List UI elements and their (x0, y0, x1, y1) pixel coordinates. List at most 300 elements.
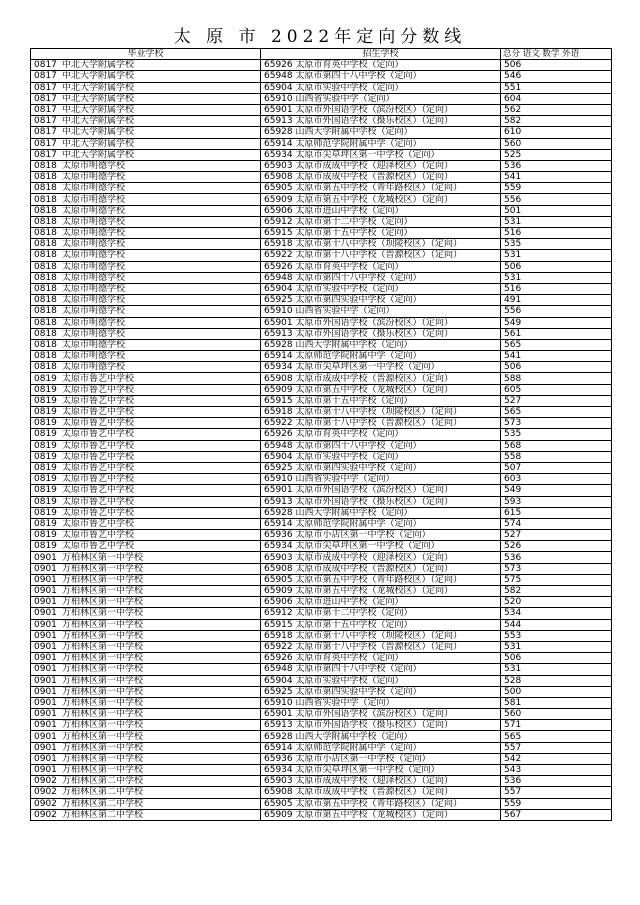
admission-school-cell (261, 619, 501, 630)
score-cell: 588 (501, 373, 612, 384)
table-row (31, 518, 612, 529)
score-cell: 500 (501, 686, 612, 697)
graduate-school-name: 太原市明德学校 (62, 216, 126, 227)
admission-school-name: 太原市第四十八中学校（定向） (295, 440, 422, 451)
graduate-school-name: 万柏林区第一中学校 (62, 753, 144, 764)
graduate-school-code: 0901 (34, 731, 57, 742)
graduate-school-cell (31, 283, 261, 294)
table-body (31, 60, 612, 821)
admission-school-code: 65934 (264, 765, 293, 776)
graduate-school-name: 太原市鲁艺中学校 (62, 373, 135, 384)
admission-school-code: 65928 (264, 339, 293, 350)
score-cell: 507 (501, 462, 612, 473)
admission-school-code: 65936 (264, 753, 293, 764)
graduate-school-code: 0818 (34, 328, 57, 339)
score-cell: 549 (501, 485, 612, 496)
graduate-school-code: 0818 (34, 205, 57, 216)
score-cell: 549 (501, 317, 612, 328)
admission-school-name: 太原市第四实验中学校（定向） (295, 295, 422, 306)
graduate-school-code: 0819 (34, 384, 57, 395)
score-cell: 516 (501, 228, 612, 239)
admission-school-cell (261, 753, 501, 764)
admission-school-name: 山西省实验中学（定向） (295, 306, 395, 317)
score-cell: 546 (501, 71, 612, 82)
graduate-school-code: 0819 (34, 418, 57, 429)
graduate-school-code: 0901 (34, 742, 57, 753)
graduate-school-code: 0818 (34, 317, 57, 328)
score-cell: 573 (501, 563, 612, 574)
graduate-school-code: 0901 (34, 574, 57, 585)
graduate-school-code: 0817 (34, 127, 57, 138)
admission-school-code: 65948 (264, 272, 293, 283)
table-row (31, 787, 612, 798)
graduate-school-code: 0901 (34, 686, 57, 697)
admission-school-code: 65914 (264, 351, 293, 362)
graduate-school-name: 万柏林区第二中学校 (62, 776, 144, 787)
score-cell: 581 (501, 697, 612, 708)
table-row (31, 71, 612, 82)
table-row (31, 216, 612, 227)
table-row (31, 485, 612, 496)
table-row (31, 462, 612, 473)
graduate-school-cell (31, 630, 261, 641)
admission-school-cell (261, 160, 501, 171)
table-row (31, 60, 612, 71)
table-row (31, 630, 612, 641)
admission-school-cell (261, 776, 501, 787)
graduate-school-cell (31, 104, 261, 115)
admission-school-name: 太原市第十五中学校（定向） (295, 228, 413, 239)
admission-school-code: 65948 (264, 71, 293, 82)
admission-school-code: 65928 (264, 731, 293, 742)
admission-school-code: 65925 (264, 295, 293, 306)
score-cell: 556 (501, 194, 612, 205)
admission-school-code: 65909 (264, 586, 293, 597)
graduate-school-cell (31, 172, 261, 183)
graduate-school-name: 太原市鲁艺中学校 (62, 518, 135, 529)
admission-school-code: 65913 (264, 496, 293, 507)
graduate-school-cell (31, 272, 261, 283)
graduate-school-name: 太原市明德学校 (62, 339, 126, 350)
admission-school-name: 太原市第五中学校（龙城校区）（定向） (295, 194, 454, 205)
graduate-school-name: 太原市明德学校 (62, 362, 126, 373)
admission-school-name: 太原市第十八中学校（晋源校区）（定向） (295, 642, 463, 653)
graduate-school-name: 万柏林区第一中学校 (62, 574, 144, 585)
graduate-school-cell (31, 183, 261, 194)
admission-school-code: 65905 (264, 183, 293, 194)
score-cell: 525 (501, 149, 612, 160)
table-row (31, 798, 612, 809)
admission-school-name: 太原市第五中学校（青年路校区）（定向） (295, 798, 463, 809)
score-cell: 561 (501, 328, 612, 339)
graduate-school-cell (31, 127, 261, 138)
admission-school-cell (261, 283, 501, 294)
admission-school-cell (261, 362, 501, 373)
admission-school-name: 太原市成成中学校（迎泽校区）（定向） (295, 776, 454, 787)
graduate-school-name: 万柏林区第一中学校 (62, 597, 144, 608)
admission-school-code: 65909 (264, 194, 293, 205)
admission-school-cell (261, 496, 501, 507)
table-row (31, 608, 612, 619)
graduate-school-code: 0818 (34, 172, 57, 183)
score-cell: 557 (501, 787, 612, 798)
score-cell: 528 (501, 675, 612, 686)
graduate-school-name: 太原市明德学校 (62, 328, 126, 339)
admission-school-code: 65915 (264, 228, 293, 239)
graduate-school-name: 中北大学附属学校 (62, 82, 135, 93)
graduate-school-cell (31, 149, 261, 160)
admission-school-name: 太原市尖草坪区第一中学校（定向） (295, 149, 440, 160)
admission-school-cell (261, 630, 501, 641)
graduate-school-name: 万柏林区第一中学校 (62, 709, 144, 720)
graduate-school-name: 太原市明德学校 (62, 261, 126, 272)
admission-school-cell (261, 686, 501, 697)
score-cell: 531 (501, 664, 612, 675)
admission-school-cell (261, 653, 501, 664)
table-row (31, 373, 612, 384)
admission-school-name: 太原市育英中学校（定向） (295, 60, 404, 71)
admission-school-cell (261, 384, 501, 395)
admission-school-name: 太原市第四实验中学校（定向） (295, 686, 422, 697)
graduate-school-cell (31, 597, 261, 608)
graduate-school-name: 太原市明德学校 (62, 306, 126, 317)
graduate-school-cell (31, 541, 261, 552)
score-cell: 543 (501, 765, 612, 776)
graduate-school-name: 太原市鲁艺中学校 (62, 485, 135, 496)
graduate-school-code: 0901 (34, 675, 57, 686)
admission-school-cell (261, 339, 501, 350)
admission-school-code: 65908 (264, 563, 293, 574)
graduate-school-code: 0901 (34, 697, 57, 708)
graduate-school-cell (31, 395, 261, 406)
admission-school-cell (261, 798, 501, 809)
table-row (31, 586, 612, 597)
admission-school-name: 太原市第十五中学校（定向） (295, 619, 413, 630)
admission-school-name: 太原市育英中学校（定向） (295, 261, 404, 272)
table-row (31, 507, 612, 518)
graduate-school-code: 0901 (34, 552, 57, 563)
graduate-school-name: 太原市明德学校 (62, 351, 126, 362)
graduate-school-name: 太原市鲁艺中学校 (62, 440, 135, 451)
graduate-school-cell (31, 351, 261, 362)
admission-school-code: 65918 (264, 239, 293, 250)
admission-school-cell (261, 82, 501, 93)
graduate-school-name: 太原市鲁艺中学校 (62, 496, 135, 507)
admission-school-name: 山西大学附属中学校（定向） (295, 339, 413, 350)
admission-school-cell (261, 172, 501, 183)
graduate-school-name: 太原市明德学校 (62, 183, 126, 194)
score-cell: 604 (501, 93, 612, 104)
admission-school-name: 太原市第五中学校（龙城校区）（定向） (295, 586, 454, 597)
graduate-school-code: 0817 (34, 138, 57, 149)
admission-school-code: 65901 (264, 709, 293, 720)
table-row (31, 809, 612, 820)
graduate-school-code: 0819 (34, 485, 57, 496)
graduate-school-name: 万柏林区第一中学校 (62, 697, 144, 708)
graduate-school-cell (31, 306, 261, 317)
admission-school-name: 太原市外国语学校（摄乐校区）（定向） (295, 496, 454, 507)
graduate-school-name: 太原市明德学校 (62, 272, 126, 283)
score-cell: 567 (501, 809, 612, 820)
graduate-school-cell (31, 731, 261, 742)
graduate-school-cell (31, 295, 261, 306)
score-cell: 603 (501, 474, 612, 485)
admission-school-cell (261, 552, 501, 563)
graduate-school-name: 中北大学附属学校 (62, 93, 135, 104)
score-cell: 562 (501, 104, 612, 115)
admission-school-name: 太原市第五中学校（龙城校区）（定向） (295, 384, 454, 395)
admission-school-cell (261, 138, 501, 149)
admission-school-code: 65913 (264, 720, 293, 731)
admission-school-cell (261, 507, 501, 518)
graduate-school-code: 0817 (34, 71, 57, 82)
graduate-school-name: 中北大学附属学校 (62, 105, 135, 116)
admission-school-cell (261, 440, 501, 451)
admission-school-name: 太原市小店区第一中学校（定向） (295, 753, 431, 764)
graduate-school-name: 太原市鲁艺中学校 (62, 384, 135, 395)
graduate-school-code: 0819 (34, 474, 57, 485)
admission-school-name: 山西省实验中学（定向） (295, 697, 395, 708)
admission-school-cell (261, 295, 501, 306)
admission-school-name: 山西大学附属中学校（定向） (295, 127, 413, 138)
table-row (31, 228, 612, 239)
admission-school-code: 65928 (264, 507, 293, 518)
admission-school-name: 太原市第四实验中学校（定向） (295, 463, 422, 474)
admission-school-code: 65910 (264, 306, 293, 317)
table-row (31, 239, 612, 250)
graduate-school-cell (31, 619, 261, 630)
admission-school-code: 65936 (264, 530, 293, 541)
admission-school-cell (261, 250, 501, 261)
table-row (31, 418, 612, 429)
admission-school-name: 太原市育英中学校（定向） (295, 653, 404, 664)
table-row (31, 530, 612, 541)
graduate-school-name: 太原市鲁艺中学校 (62, 395, 135, 406)
score-cell: 557 (501, 742, 612, 753)
admission-school-code: 65903 (264, 776, 293, 787)
admission-school-cell (261, 675, 501, 686)
table-row (31, 776, 612, 787)
graduate-school-cell (31, 160, 261, 171)
graduate-school-cell (31, 373, 261, 384)
table-row (31, 440, 612, 451)
admission-school-cell (261, 664, 501, 675)
admission-school-cell (261, 462, 501, 473)
admission-school-code: 65901 (264, 105, 293, 116)
admission-school-cell (261, 608, 501, 619)
admission-school-name: 太原市外国语学校（摄乐校区）（定向） (295, 720, 454, 731)
graduate-school-name: 万柏林区第一中学校 (62, 586, 144, 597)
graduate-school-name: 万柏林区第一中学校 (62, 653, 144, 664)
graduate-school-name: 万柏林区第二中学校 (62, 787, 144, 798)
admission-school-name: 太原市成成中学校（晋源校区）（定向） (295, 373, 454, 384)
graduate-school-cell (31, 742, 261, 753)
graduate-school-cell (31, 776, 261, 787)
score-cell: 516 (501, 283, 612, 294)
score-cell: 536 (501, 160, 612, 171)
graduate-school-cell (31, 809, 261, 820)
graduate-school-name: 万柏林区第二中学校 (62, 798, 144, 809)
admission-school-cell (261, 60, 501, 71)
admission-school-name: 太原市第十八中学校（坝陵校区）（定向） (295, 630, 463, 641)
score-cell: 551 (501, 82, 612, 93)
table-row (31, 160, 612, 171)
graduate-school-cell (31, 216, 261, 227)
graduate-school-code: 0818 (34, 194, 57, 205)
admission-school-name: 山西大学附属中学校（定向） (295, 507, 413, 518)
graduate-school-code: 0819 (34, 440, 57, 451)
graduate-school-code: 0901 (34, 630, 57, 641)
admission-school-name: 太原市第五中学校（龙城校区）（定向） (295, 809, 454, 820)
admission-school-code: 65948 (264, 664, 293, 675)
graduate-school-cell (31, 93, 261, 104)
table-row (31, 261, 612, 272)
admission-school-code: 65934 (264, 362, 293, 373)
score-cell: 610 (501, 127, 612, 138)
score-cell: 573 (501, 418, 612, 429)
score-cell: 536 (501, 552, 612, 563)
admission-school-name: 太原市实验中学校（定向） (295, 451, 404, 462)
graduate-school-name: 太原市明德学校 (62, 194, 126, 205)
admission-school-name: 山西省实验中学（定向） (295, 93, 395, 104)
admission-school-cell (261, 194, 501, 205)
admission-school-name: 山西省实验中学（定向） (295, 474, 395, 485)
header-admission-school: 招生学校 (261, 49, 501, 60)
graduate-school-cell (31, 507, 261, 518)
admission-school-code: 65904 (264, 284, 293, 295)
admission-school-name: 太原市成成中学校（迎泽校区）（定向） (295, 160, 454, 171)
graduate-school-cell (31, 429, 261, 440)
table-row (31, 407, 612, 418)
table-row (31, 283, 612, 294)
graduate-school-name: 太原市鲁艺中学校 (62, 451, 135, 462)
score-cell: 527 (501, 530, 612, 541)
admission-school-code: 65922 (264, 250, 293, 261)
graduate-school-cell (31, 653, 261, 664)
table-row (31, 362, 612, 373)
graduate-school-code: 0817 (34, 116, 57, 127)
admission-school-cell (261, 328, 501, 339)
admission-school-code: 65908 (264, 172, 293, 183)
admission-school-cell (261, 474, 501, 485)
table-row (31, 597, 612, 608)
graduate-school-name: 太原市明德学校 (62, 239, 126, 250)
admission-school-name: 太原市成成中学校（晋源校区）（定向） (295, 787, 454, 798)
table-row (31, 82, 612, 93)
table-row (31, 474, 612, 485)
graduate-school-name: 中北大学附属学校 (62, 127, 135, 138)
score-cell: 568 (501, 440, 612, 451)
graduate-school-code: 0819 (34, 530, 57, 541)
score-cell: 534 (501, 608, 612, 619)
score-cell: 506 (501, 261, 612, 272)
graduate-school-cell (31, 709, 261, 720)
table-row (31, 742, 612, 753)
graduate-school-name: 万柏林区第一中学校 (62, 742, 144, 753)
graduate-school-code: 0818 (34, 284, 57, 295)
table-row (31, 686, 612, 697)
score-cell: 541 (501, 351, 612, 362)
admission-school-name: 太原市第十五中学校（定向） (295, 395, 413, 406)
admission-school-name: 太原师范学院附属中学（定向） (295, 742, 422, 753)
admission-school-cell (261, 149, 501, 160)
graduate-school-code: 0818 (34, 160, 57, 171)
graduate-school-name: 太原市明德学校 (62, 250, 126, 261)
admission-school-cell (261, 228, 501, 239)
admission-school-name: 太原师范学院附属中学（定向） (295, 518, 422, 529)
graduate-school-name: 万柏林区第一中学校 (62, 765, 144, 776)
score-cell: 527 (501, 395, 612, 406)
admission-school-name: 太原市成成中学校（迎泽校区）（定向） (295, 552, 454, 563)
admission-school-code: 65903 (264, 552, 293, 563)
admission-school-code: 65934 (264, 149, 293, 160)
admission-school-name: 太原市第五中学校（青年路校区）（定向） (295, 183, 463, 194)
score-cell: 541 (501, 172, 612, 183)
admission-school-cell (261, 530, 501, 541)
graduate-school-code: 0819 (34, 373, 57, 384)
graduate-school-cell (31, 474, 261, 485)
score-cell: 574 (501, 518, 612, 529)
graduate-school-cell (31, 250, 261, 261)
admission-school-code: 65904 (264, 675, 293, 686)
table-row (31, 138, 612, 149)
admission-school-code: 65918 (264, 407, 293, 418)
score-cell: 506 (501, 362, 612, 373)
admission-school-code: 65926 (264, 261, 293, 272)
score-cell: 526 (501, 541, 612, 552)
graduate-school-cell (31, 563, 261, 574)
graduate-school-cell (31, 418, 261, 429)
admission-school-cell (261, 451, 501, 462)
admission-school-code: 65922 (264, 642, 293, 653)
table-row (31, 339, 612, 350)
graduate-school-code: 0817 (34, 93, 57, 104)
graduate-school-name: 太原市鲁艺中学校 (62, 474, 135, 485)
graduate-school-cell (31, 82, 261, 93)
graduate-school-cell (31, 384, 261, 395)
admission-school-name: 太原市第四十八中学校（定向） (295, 272, 422, 283)
admission-school-cell (261, 306, 501, 317)
graduate-school-code: 0818 (34, 272, 57, 283)
table-row (31, 172, 612, 183)
graduate-school-name: 太原市鲁艺中学校 (62, 507, 135, 518)
graduate-school-cell (31, 462, 261, 473)
admission-school-code: 65948 (264, 440, 293, 451)
admission-school-name: 太原师范学院附属中学（定向） (295, 351, 422, 362)
admission-school-name: 太原师范学院附属中学（定向） (295, 138, 422, 149)
graduate-school-cell (31, 518, 261, 529)
graduate-school-code: 0819 (34, 463, 57, 474)
table-row (31, 295, 612, 306)
table-row (31, 496, 612, 507)
graduate-school-code: 0901 (34, 653, 57, 664)
graduate-school-name: 太原市明德学校 (62, 228, 126, 239)
graduate-school-name: 中北大学附属学校 (62, 138, 135, 149)
table-row (31, 116, 612, 127)
score-cell: 544 (501, 619, 612, 630)
graduate-school-code: 0817 (34, 105, 57, 116)
score-cell: 571 (501, 720, 612, 731)
graduate-school-code: 0901 (34, 765, 57, 776)
graduate-school-name: 万柏林区第一中学校 (62, 664, 144, 675)
graduate-school-code: 0901 (34, 720, 57, 731)
graduate-school-name: 万柏林区第一中学校 (62, 630, 144, 641)
admission-school-name: 太原市第十八中学校（坝陵校区）（定向） (295, 407, 463, 418)
admission-school-code: 65934 (264, 541, 293, 552)
admission-school-code: 65914 (264, 518, 293, 529)
graduate-school-code: 0818 (34, 351, 57, 362)
score-cell: 506 (501, 653, 612, 664)
